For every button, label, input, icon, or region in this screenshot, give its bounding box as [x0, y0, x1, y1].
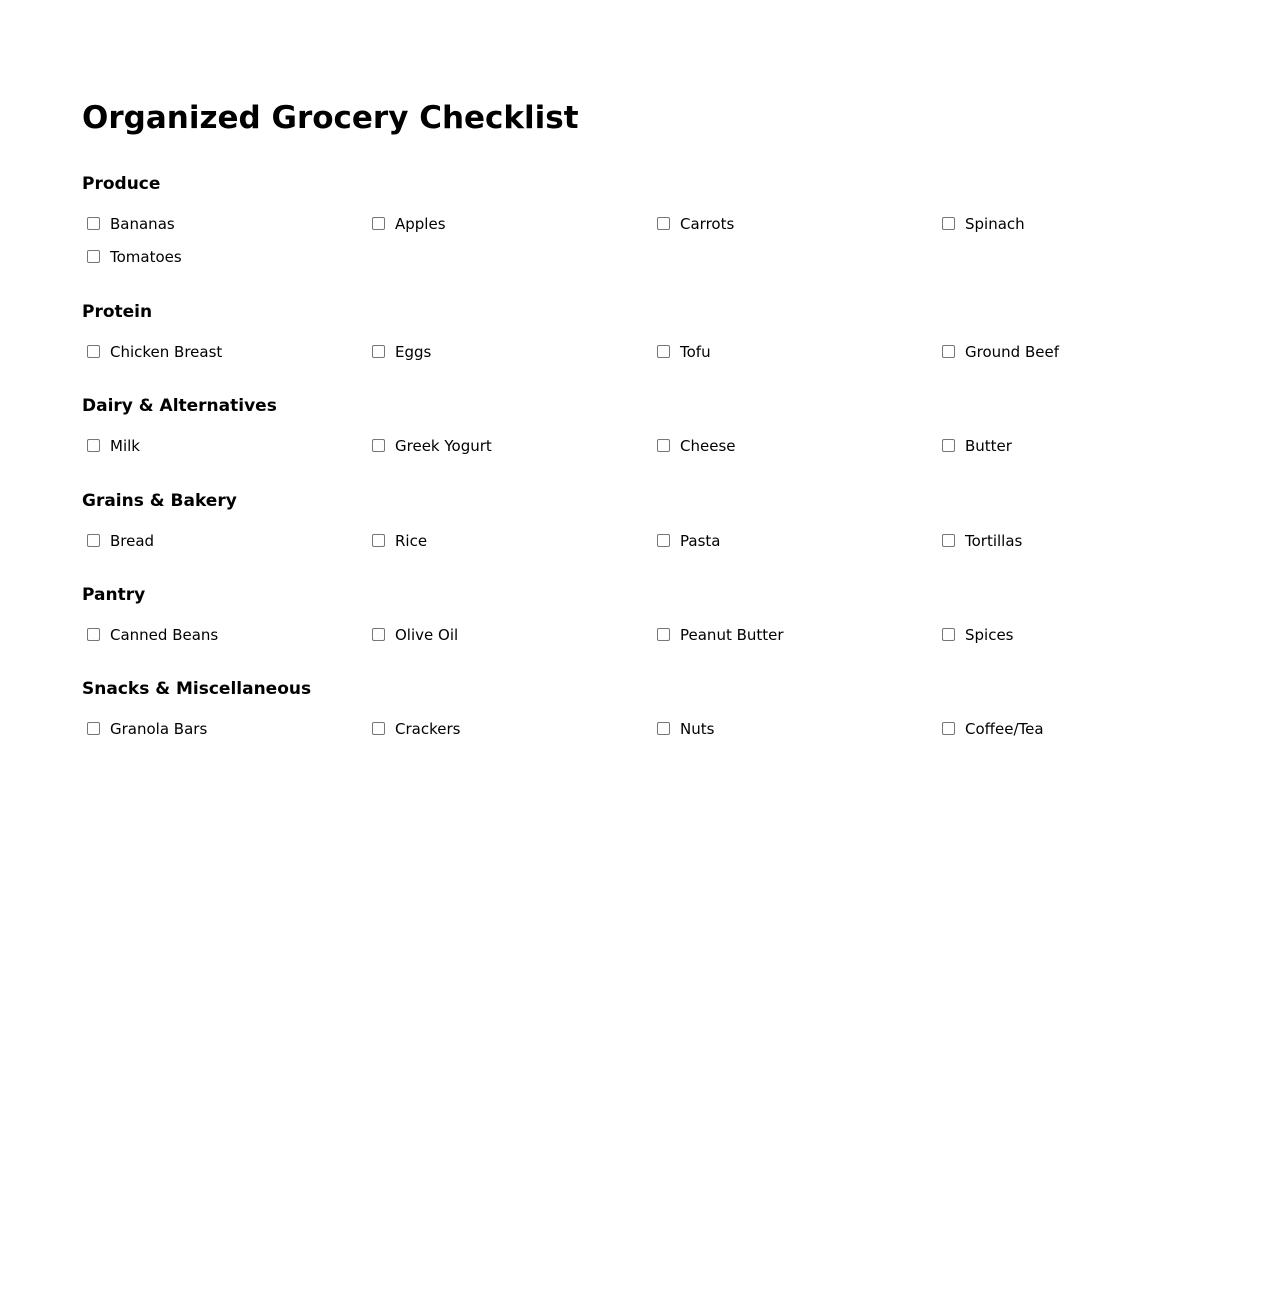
item-butter[interactable] — [937, 429, 1222, 462]
section-title: Pantry — [82, 585, 146, 605]
item-label: Tomatoes — [110, 247, 182, 266]
checkbox[interactable] — [942, 628, 955, 641]
item-coffee-tea[interactable] — [937, 712, 1222, 745]
item-eggs[interactable] — [367, 335, 652, 368]
item-label: Ground Beef — [965, 342, 1059, 361]
checkbox[interactable] — [372, 628, 385, 641]
item-label: Greek Yogurt — [395, 436, 492, 455]
section-produce — [82, 173, 1222, 273]
item-spinach[interactable] — [937, 207, 1222, 240]
checkbox[interactable] — [87, 439, 100, 452]
section-title: Protein — [82, 302, 153, 322]
checkbox[interactable] — [87, 217, 100, 230]
checkbox[interactable] — [372, 345, 385, 358]
checkbox[interactable] — [942, 217, 955, 230]
checkbox[interactable] — [372, 217, 385, 230]
item-label: Nuts — [680, 719, 715, 738]
item-canned-beans[interactable] — [82, 618, 367, 651]
section-protein — [82, 301, 1222, 368]
item-label: Chicken Breast — [110, 342, 223, 361]
item-label: Spices — [965, 625, 1014, 644]
item-bananas[interactable] — [82, 207, 367, 240]
checkbox[interactable] — [87, 345, 100, 358]
item-label: Butter — [965, 436, 1012, 455]
item-bread[interactable] — [82, 524, 367, 557]
item-peanut-butter[interactable] — [652, 618, 937, 651]
checkbox[interactable] — [657, 722, 670, 735]
item-label: Crackers — [395, 719, 461, 738]
item-label: Eggs — [395, 342, 432, 361]
item-crackers[interactable] — [367, 712, 652, 745]
item-label: Peanut Butter — [680, 625, 784, 644]
item-ground-beef[interactable] — [937, 335, 1222, 368]
item-olive-oil[interactable] — [367, 618, 652, 651]
checkbox[interactable] — [87, 628, 100, 641]
checkbox[interactable] — [942, 534, 955, 547]
checkbox[interactable] — [942, 345, 955, 358]
checkbox[interactable] — [657, 217, 670, 230]
item-label: Spinach — [965, 214, 1025, 233]
item-label: Canned Beans — [110, 625, 219, 644]
item-spices[interactable] — [937, 618, 1222, 651]
checkbox[interactable] — [372, 722, 385, 735]
section-pantry — [82, 584, 1222, 651]
item-tomatoes[interactable] — [82, 240, 367, 273]
checkbox[interactable] — [87, 250, 100, 263]
checkbox[interactable] — [657, 534, 670, 547]
item-carrots[interactable] — [652, 207, 937, 240]
section-snacks — [82, 678, 1222, 745]
item-tofu[interactable] — [652, 335, 937, 368]
checkbox[interactable] — [87, 534, 100, 547]
item-greek-yogurt[interactable] — [367, 429, 652, 462]
item-cheese[interactable] — [652, 429, 937, 462]
section-dairy — [82, 395, 1222, 462]
item-tortillas[interactable] — [937, 524, 1222, 557]
item-label: Pasta — [680, 531, 721, 550]
section-title: Produce — [82, 174, 161, 194]
checkbox[interactable] — [657, 345, 670, 358]
checkbox[interactable] — [657, 628, 670, 641]
item-label: Tortillas — [965, 531, 1023, 550]
section-title: Grains & Bakery — [82, 491, 237, 511]
item-chicken-breast[interactable] — [82, 335, 367, 368]
page-title: Organized Grocery Checklist — [82, 100, 579, 136]
item-label: Carrots — [680, 214, 735, 233]
item-label: Olive Oil — [395, 625, 459, 644]
item-label: Apples — [395, 214, 446, 233]
item-label: Rice — [395, 531, 428, 550]
checkbox[interactable] — [942, 439, 955, 452]
section-title: Snacks & Miscellaneous — [82, 679, 312, 699]
item-label: Granola Bars — [110, 719, 208, 738]
item-label: Cheese — [680, 436, 736, 455]
item-label: Coffee/Tea — [965, 719, 1044, 738]
item-label: Tofu — [680, 342, 711, 361]
item-rice[interactable] — [367, 524, 652, 557]
checkbox[interactable] — [372, 534, 385, 547]
item-granola-bars[interactable] — [82, 712, 367, 745]
item-apples[interactable] — [367, 207, 652, 240]
item-label: Milk — [110, 436, 140, 455]
item-label: Bananas — [110, 214, 175, 233]
item-nuts[interactable] — [652, 712, 937, 745]
checkbox[interactable] — [657, 439, 670, 452]
item-pasta[interactable] — [652, 524, 937, 557]
checkbox[interactable] — [372, 439, 385, 452]
item-milk[interactable] — [82, 429, 367, 462]
checkbox[interactable] — [942, 722, 955, 735]
item-label: Bread — [110, 531, 155, 550]
checkbox[interactable] — [87, 722, 100, 735]
section-grains — [82, 490, 1222, 557]
section-title: Dairy & Alternatives — [82, 396, 277, 416]
